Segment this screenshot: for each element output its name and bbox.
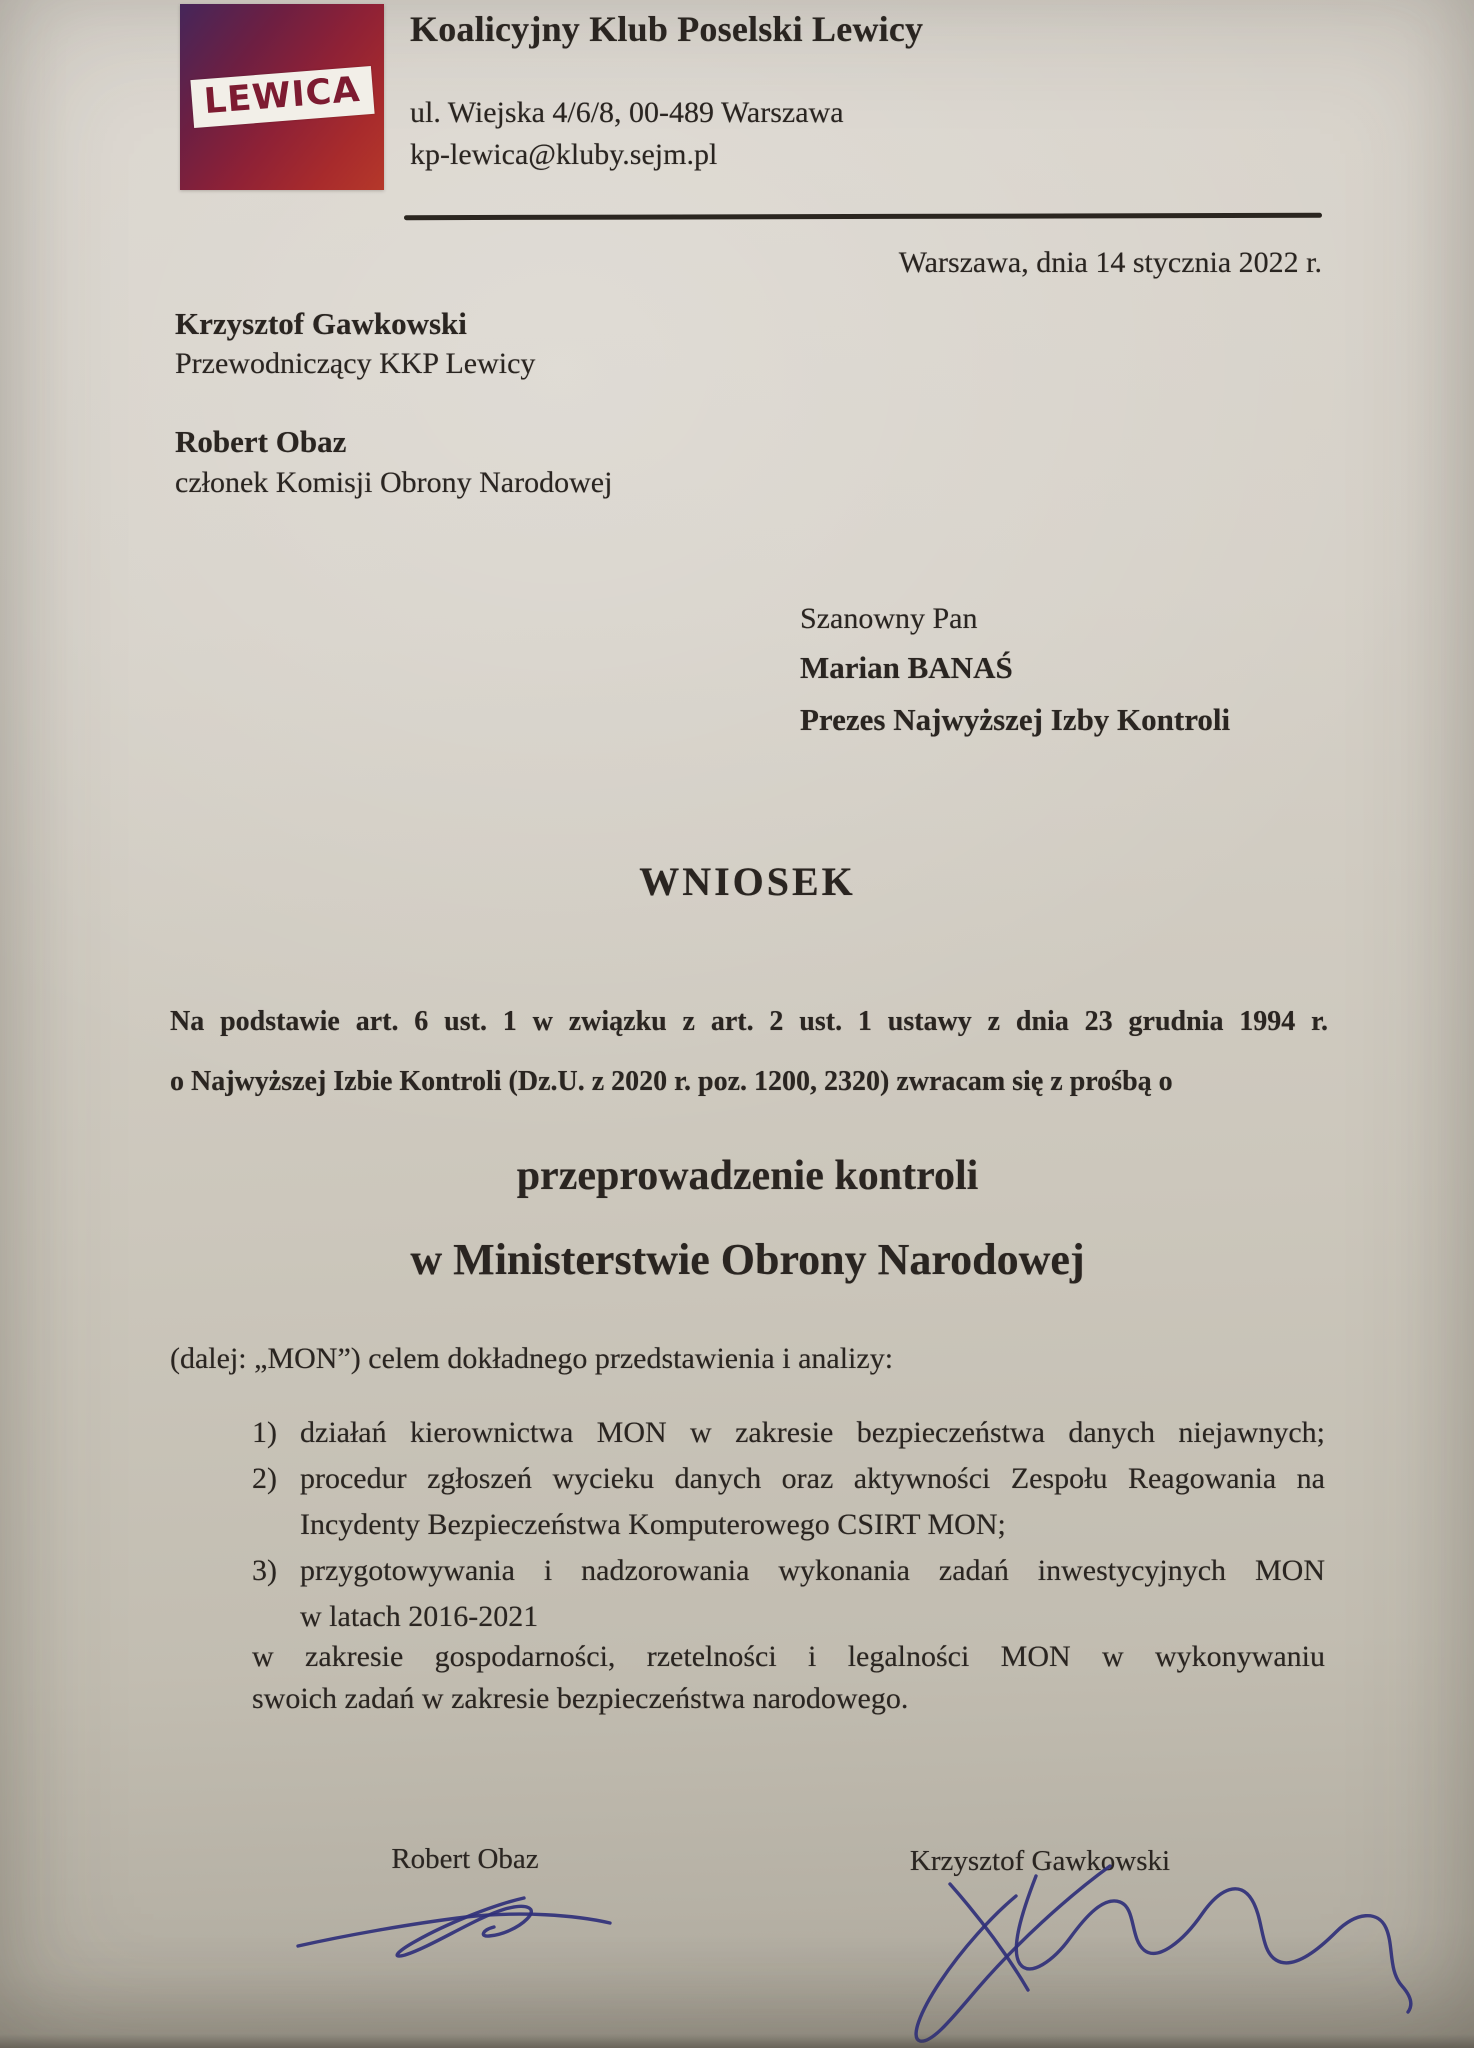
intro-line: (dalej: „MON”) celem dokładnego przedstawienia i analizy: xyxy=(170,1342,894,1375)
list-item-text: działań kierownictwa MON w zakresie bezpieczeństwa danych niejawnych; xyxy=(300,1416,1325,1449)
list-item-text: Incydenty Bezpieczeństwa Komputerowego CSIRT MON; xyxy=(300,1508,1006,1541)
subject-line-1: przeprowadzenie kontroli xyxy=(516,1153,979,1199)
signature-name-krzysztof-gawkowski: Krzysztof Gawkowski xyxy=(909,1845,1171,1877)
list-item-number: 2) xyxy=(252,1462,277,1495)
org-name: Koalicyjny Klub Poselski Lewicy xyxy=(410,9,924,49)
sender-role: Przewodniczący KKP Lewicy xyxy=(175,347,536,380)
lewica-logo xyxy=(180,4,384,190)
closing-line-2: swoich zadań w zakresie bezpieczeństwa narodowego. xyxy=(252,1682,909,1715)
org-address: ul. Wiejska 4/6/8, 00-489 Warszawa xyxy=(410,96,844,129)
robert-obaz-signature xyxy=(288,1886,620,1964)
list-item-text: przygotowywania i nadzorowania wykonania zadań inwestycyjnych MON xyxy=(300,1554,1325,1587)
list-item-1 xyxy=(252,1410,1325,1456)
document-title: WNIOSEK xyxy=(639,859,856,904)
recipient-salutation: Szanowny Pan xyxy=(800,602,978,635)
list-item-2 xyxy=(252,1456,1325,1548)
sender-name: Krzysztof Gawkowski xyxy=(175,306,467,341)
list-item-3 xyxy=(252,1548,1325,1640)
krzysztof-gawkowski-signature xyxy=(858,1852,1424,2048)
list-item-text: procedur zgłoszeń wycieku danych oraz aktywności Zespołu Reagowania na xyxy=(300,1462,1325,1495)
recipient-title: Prezes Najwyższej Izby Kontroli xyxy=(800,702,1231,737)
closing-paragraph xyxy=(252,1636,1325,1720)
subject-line-2: w Ministerstwie Obrony Narodowej xyxy=(410,1235,1085,1284)
legal-basis-line-1: Na podstawie art. 6 ust. 1 w związku z art. 2 ust. 1 ustawy z dnia 23 grudnia 1994 r. xyxy=(170,1006,1328,1037)
letterhead-divider xyxy=(404,213,1322,220)
sender-role: członek Komisji Obrony Narodowej xyxy=(175,466,613,499)
request-list xyxy=(252,1410,1325,1640)
legal-basis-line-2: o Najwyższej Izbie Kontroli (Dz.U. z 2020 r. poz. 1200, 2320) zwracam się z prośbą o xyxy=(170,1066,1173,1097)
recipient-name: Marian BANAŚ xyxy=(800,650,1013,685)
lewica-logo-band xyxy=(190,66,374,128)
list-item-number: 1) xyxy=(252,1416,277,1449)
sender-name: Robert Obaz xyxy=(175,424,347,459)
date-line: Warszawa, dnia 14 stycznia 2022 r. xyxy=(898,246,1322,279)
lewica-logo-text: LEWICA xyxy=(202,69,362,123)
org-email: kp-lewica@kluby.sejm.pl xyxy=(410,138,718,171)
signature-name-robert-obaz: Robert Obaz xyxy=(391,1843,539,1875)
list-item-number: 3) xyxy=(252,1554,277,1587)
list-item-text: w latach 2016-2021 xyxy=(300,1600,539,1633)
closing-line-1: w zakresie gospodarności, rzetelności i legalności MON w wykonywaniu xyxy=(252,1640,1325,1673)
